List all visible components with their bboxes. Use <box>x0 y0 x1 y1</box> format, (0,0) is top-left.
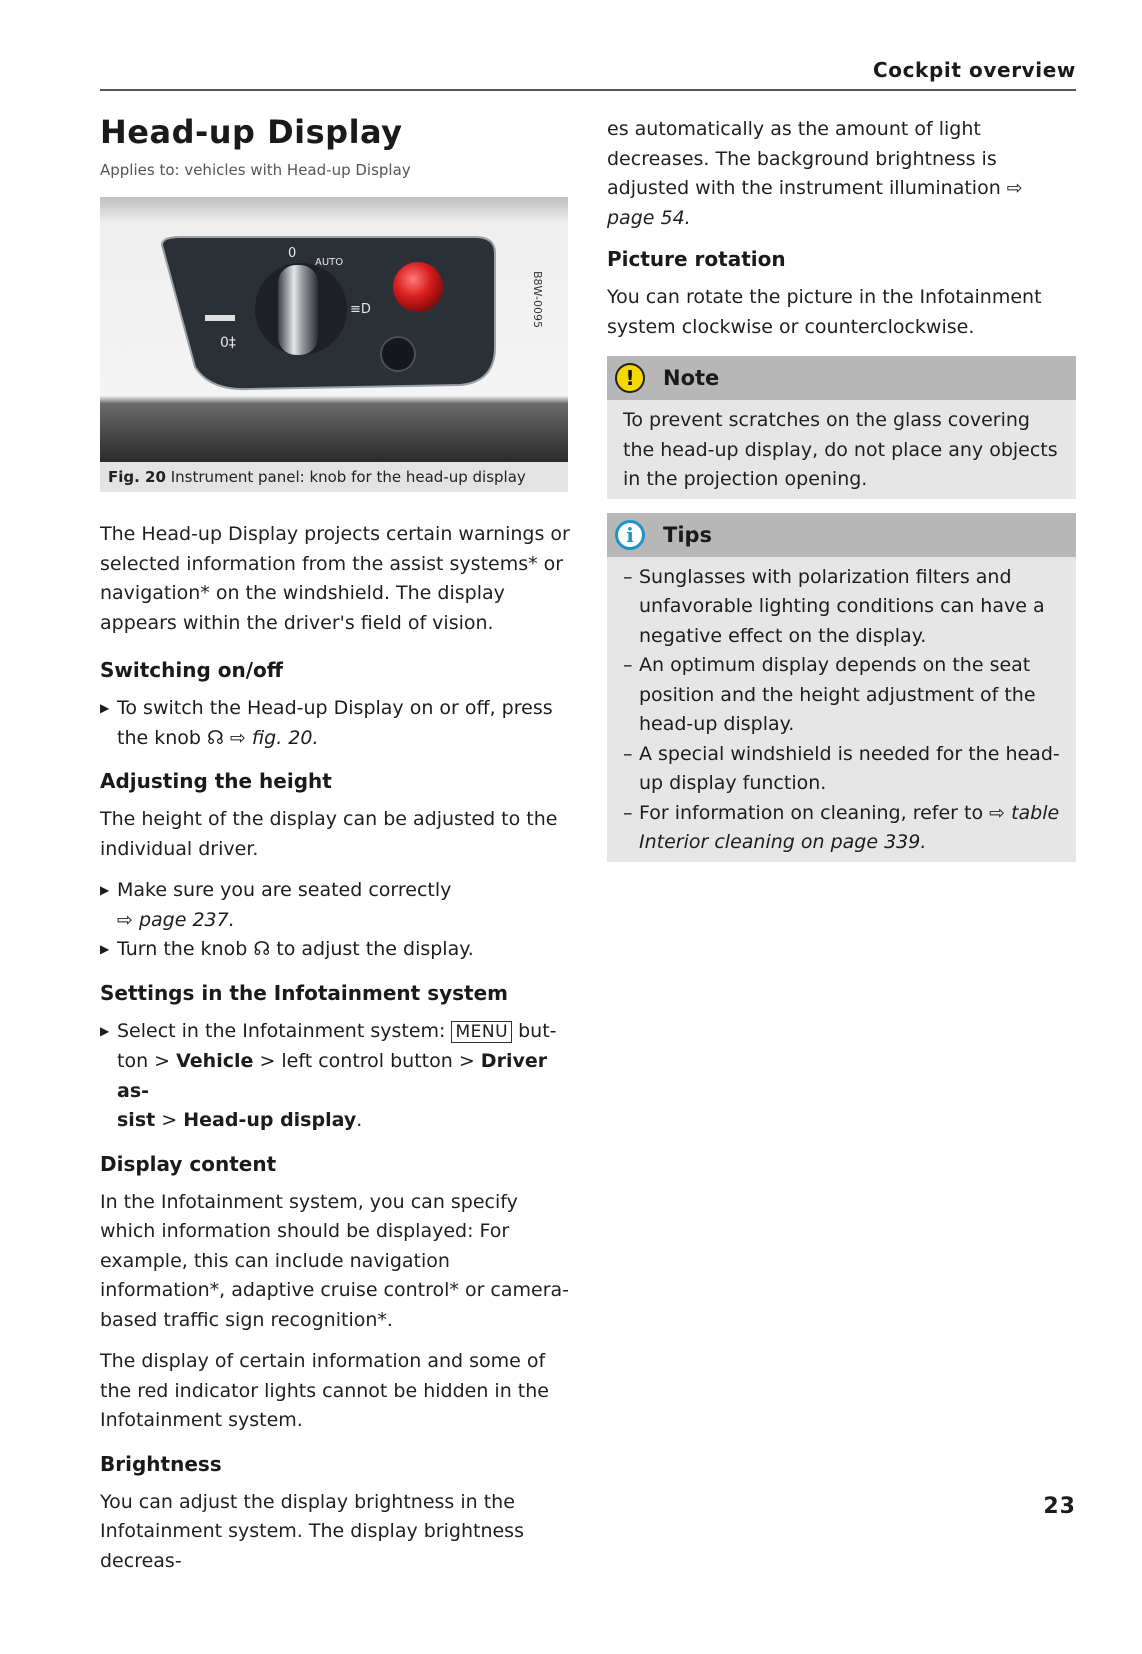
section-title: Cockpit overview <box>872 58 1076 82</box>
knob-label-zero: 0 <box>288 246 297 261</box>
knob-label-auto: AUTO <box>315 257 344 268</box>
right-column <box>607 115 1076 862</box>
adjusting-bullet-1: ▶ Make sure you are seated correctly ⇨ page 237. <box>100 876 570 935</box>
adjusting-heading: Adjusting the height <box>100 769 332 793</box>
adjusting-bullet-2: ▶ Turn the knob ☊ to adjust the display. <box>100 935 570 965</box>
settings-heading: Settings in the Infotainment system <box>100 980 508 1005</box>
figure-20 <box>100 197 568 492</box>
content-heading: Display content <box>100 1151 277 1176</box>
note-header <box>607 356 1076 400</box>
bullet-arrow-icon: ▶ <box>100 701 110 715</box>
note-body <box>607 400 1076 499</box>
light-switch-illustration <box>100 197 568 462</box>
header-divider <box>100 89 1076 91</box>
figure-code: B8W-0095 <box>531 271 544 328</box>
note-text: To prevent scratches on the glass covering the head-up display, do not place any objects in the projection opening. <box>623 409 1058 490</box>
tips-box <box>607 513 1076 862</box>
switching-bullet: ▶ To switch the Head-up Display on or off, press the knob ☊ ⇨ fig. 20. <box>100 694 570 753</box>
intro-paragraph: The Head-up Display projects certain warnings or selected information from the assist systems* or navigation* on the windshield. The display appears within the driver's field of vision. <box>100 523 570 634</box>
rotary-knob <box>278 265 318 355</box>
rotation-text: You can rotate the picture in the Infotainment system clockwise or counterclockwise. <box>607 286 1042 338</box>
hud-knob <box>381 337 415 371</box>
bullet-arrow-icon: ▶ <box>100 883 110 897</box>
tips-title: Tips <box>663 522 713 547</box>
tip-item: – Sunglasses with polarization filters and unfavorable lighting conditions can have a negative effect on the display. <box>623 565 1045 647</box>
hud-knob-icon: ☊ <box>207 726 224 749</box>
hud-red-button <box>393 262 443 312</box>
table-ref-link[interactable]: ⇨ table Interior cleaning on page 339. <box>639 801 1060 853</box>
page-ref-link[interactable]: ⇨ page 237. <box>117 908 235 931</box>
info-icon: i <box>615 520 645 550</box>
content-paragraph-2: The display of certain information and some of the red indicator lights cannot be hidden in the Infotainment system. <box>100 1350 549 1431</box>
hud-knob-icon: ☊ <box>253 938 271 960</box>
rotation-heading: Picture rotation <box>607 247 786 271</box>
figure-caption-text: Instrument panel: knob for the head-up display <box>170 468 526 486</box>
brightness-heading: Brightness <box>100 1451 222 1476</box>
adjusting-text: The height of the display can be adjusted to the individual driver. <box>100 808 558 860</box>
knob-label-beam: ≡D <box>350 302 371 317</box>
page-ref-link[interactable]: ⇨ page 54. <box>607 177 1023 229</box>
warning-icon: ! <box>615 363 645 393</box>
knob-label-fog: 0‡ <box>220 335 236 351</box>
tips-body <box>607 557 1076 862</box>
brightness-paragraph-2: es automatically as the amount of light decreases. The background brightness is adjusted with the instrument illumination ⇨ page 54. <box>607 118 1023 229</box>
menu-button: MENU <box>451 1021 512 1043</box>
tip-item: – A special windshield is needed for the head-up display function. <box>623 742 1060 794</box>
page-title: Head-up Display <box>100 113 403 151</box>
bullet-arrow-icon: ▶ <box>100 942 110 956</box>
page-number: 23 <box>1043 1494 1076 1519</box>
figure-label: Fig. 20 <box>108 468 166 486</box>
indicator-bar <box>205 315 235 321</box>
settings-bullet: ▶ Select in the Infotainment system: MENU but- ton > Vehicle > left control button > Driver as- sist > Head-up display. <box>100 1017 570 1136</box>
content-paragraph-1: In the Infotainment system, you can specify which information should be displayed: For example, this can include navigation information*, adaptive cruise control* or camera-based traffic sign recognition*. <box>100 1190 570 1331</box>
left-column <box>100 113 570 1576</box>
brightness-paragraph-1: You can adjust the display brightness in the Infotainment system. The display brightness decreas- <box>100 1490 524 1572</box>
bullet-arrow-icon: ▶ <box>100 1023 110 1038</box>
switching-heading: Switching on/off <box>100 658 283 682</box>
note-title: Note <box>663 366 720 390</box>
figure-caption <box>100 462 568 492</box>
tip-item: – For information on cleaning, refer to ⇨ table Interior cleaning on page 339. <box>623 801 1060 853</box>
tip-item: – An optimum display depends on the seat position and the height adjustment of the head-up display. <box>623 654 1036 735</box>
note-box <box>607 356 1076 499</box>
applies-to: Applies to: vehicles with Head-up Display <box>100 161 411 179</box>
fig-ref-link[interactable]: ⇨ fig. 20. <box>229 726 319 749</box>
tips-header <box>607 513 1076 557</box>
